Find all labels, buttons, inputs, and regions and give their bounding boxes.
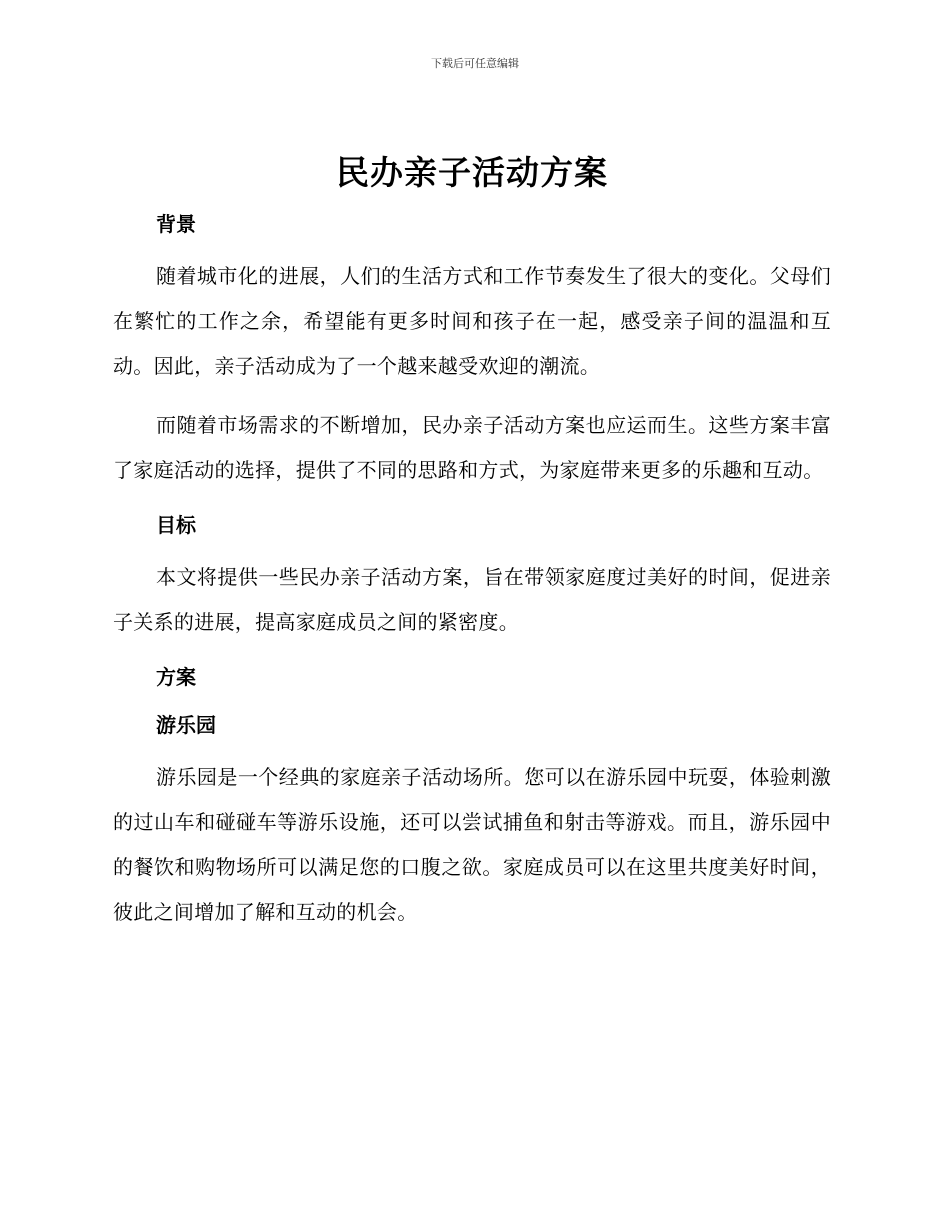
- heading-plan: 方案: [156, 665, 196, 689]
- heading-amusement-park: 游乐园: [156, 713, 216, 737]
- paragraph-background-1: 随着城市化的进展，人们的生活方式和工作节奏发生了很大的变化。父母们在繁忙的工作之余，希望能有更多时间和孩子在一起，感受亲子间的温温和互动。因此，亲子活动成为了一个越来越受欢迎的潮流。: [113, 264, 831, 378]
- paragraph-background-2: 而随着市场需求的不断增加，民办亲子活动方案也应运而生。这些方案丰富了家庭活动的选择，提供了不同的思路和方式，为家庭带来更多的乐趣和互动。: [113, 413, 831, 482]
- paragraph-goal-1: 本文将提供一些民办亲子活动方案，旨在带领家庭度过美好的时间，促进亲子关系的进展，提高家庭成员之间的紧密度。: [113, 565, 831, 634]
- heading-goal: 目标: [156, 513, 196, 537]
- document-title: 民办亲子活动方案: [336, 153, 608, 192]
- heading-background: 背景: [156, 212, 196, 236]
- document-content: [113, 150, 831, 935]
- paragraph-amusement-park-1: 游乐园是一个经典的家庭亲子活动场所。您可以在游乐园中玩耍，体验刺激的过山车和碰碰车等游乐设施，还可以尝试捕鱼和射击等游戏。而且，游乐园中的餐饮和购物场所可以满足您的口腹之欲。家庭成员可以在这里共度美好时间，彼此之间增加了解和互动的机会。: [113, 765, 831, 924]
- header-note: 下载后可任意编辑: [431, 57, 519, 70]
